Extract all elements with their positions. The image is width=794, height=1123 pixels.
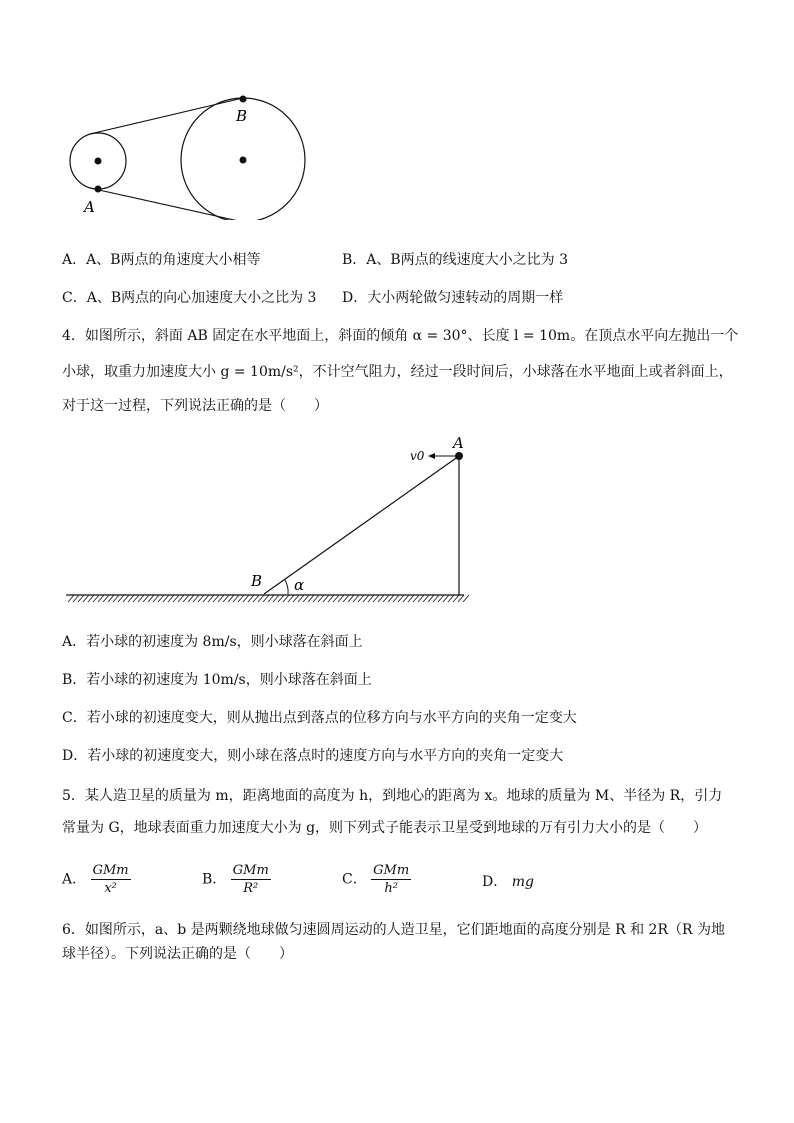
hatch-mark [343,595,349,602]
ground-hatching [68,595,469,602]
hatch-mark [418,595,424,602]
label-v0: v0 [410,449,425,463]
fraction-denominator: R² [243,881,259,896]
hatch-mark [293,595,299,602]
label-b: B [236,107,248,125]
q5-option-a [62,862,131,897]
q3-option-b: B．A、B两点的线速度大小之比为 3 [342,252,569,268]
point-b [240,96,247,103]
hatch-mark [348,595,354,602]
hatch-mark [333,595,339,602]
q3-option-d: D．大小两轮做匀速转动的周期一样 [342,290,564,306]
hatch-mark [243,595,249,602]
large-wheel-center [240,157,247,164]
hatch-mark [238,595,244,602]
hatch-mark [228,595,234,602]
hatch-mark [353,595,359,602]
pulley-figure [60,90,320,220]
hatch-mark [273,595,279,602]
hatch-mark [153,595,159,602]
q5-option-c-fraction [371,862,411,897]
hatch-mark [98,595,104,602]
q5-option-d-prefix: D． [482,874,508,890]
hatch-mark [408,595,414,602]
hatch-mark [313,595,319,602]
hatch-mark [428,595,434,602]
hatch-mark [258,595,264,602]
hatch-mark [393,595,399,602]
hatch-mark [303,595,309,602]
q6-stem-line2: 球半径）。下列说法正确的是（ ） [62,946,293,962]
hatch-mark [403,595,409,602]
hatch-mark [328,595,334,602]
fraction-denominator: h² [384,881,398,896]
hatch-mark [413,595,419,602]
hatch-mark [438,595,444,602]
label-alpha: α [294,576,305,594]
q4-option-a: A．若小球的初速度为 8m/s，则小球落在斜面上 [62,634,363,650]
hatch-mark [288,595,294,602]
q5-stem-line1: 5．某人造卫星的质量为 m，距离地面的高度为 h，到地心的距离为 x。地球的质量为 M、半径为 R，引力 [62,788,723,804]
fraction-numerator: GMm [373,863,410,878]
q5-option-b-prefix: B． [202,871,227,888]
hatch-mark [378,595,384,602]
hatch-mark [198,595,204,602]
hatch-mark [283,595,289,602]
q3-option-a: A．A、B两点的角速度大小相等 [62,252,261,268]
hatch-mark [338,595,344,602]
q5-option-b-fraction [231,862,271,897]
q5-option-a-prefix: A． [62,871,87,888]
hatch-mark [248,595,254,602]
hatch-mark [113,595,119,602]
hatch-mark [178,595,184,602]
hatch-mark [253,595,259,602]
hatch-mark [298,595,304,602]
fraction-numerator: GMm [232,863,269,878]
hatch-mark [138,595,144,602]
hatch-mark [383,595,389,602]
hatch-mark [443,595,449,602]
q4-option-d: D．若小球的初速度变大，则小球在落点时的速度方向与水平方向的夹角一定变大 [62,748,564,764]
hatch-mark [398,595,404,602]
fraction-denominator: x² [104,881,117,896]
hatch-mark [193,595,199,602]
hatch-mark [458,595,464,602]
hatch-mark [318,595,324,602]
hatch-mark [163,595,169,602]
hatch-mark [143,595,149,602]
belt-bottom [90,188,243,220]
hatch-mark [423,595,429,602]
hatch-mark [188,595,194,602]
hatch-mark [308,595,314,602]
hatch-mark [448,595,454,602]
hatch-mark [123,595,129,602]
hatch-mark [268,595,274,602]
incline-figure [60,430,480,610]
hatch-mark [158,595,164,602]
label-b: B [251,572,263,590]
hatch-mark [323,595,329,602]
hatch-mark [103,595,109,602]
hatch-mark [78,595,84,602]
hatch-mark [363,595,369,602]
hatch-mark [173,595,179,602]
q5-option-a-fraction [91,862,131,897]
hatch-mark [278,595,284,602]
hatch-mark [208,595,214,602]
arrow-head-icon [428,453,435,459]
label-a: A [453,434,464,452]
hatch-mark [388,595,394,602]
q4-stem-line1: 4．如图所示，斜面 AB 固定在水平地面上，斜面的倾角 α = 30°、长度 l = 10m。在顶点水平向左抛出一个 [62,328,739,344]
hatch-mark [203,595,209,602]
q3-option-c: C．A、B两点的向心加速度大小之比为 3 [62,290,317,306]
hatch-mark [368,595,374,602]
hatch-mark [213,595,219,602]
fraction-numerator: GMm [92,863,129,878]
hatch-mark [218,595,224,602]
q5-option-d [482,872,534,892]
hatch-mark [148,595,154,602]
q5-option-d-expr: mg [511,874,534,890]
hatch-mark [358,595,364,602]
hatch-mark [453,595,459,602]
hatch-mark [88,595,94,602]
hatch-mark [373,595,379,602]
belt-top [90,98,243,134]
q4-stem-line2: 小球，取重力加速度大小 g = 10m/s²，不计空气阻力，经过一段时间后，小球落在水平地面上或者斜面上， [62,364,733,380]
small-wheel-center [95,158,102,165]
q6-stem-line1: 6．如图所示，a、b 是两颗绕地球做匀速圆周运动的人造卫星，它们距地面的高度分别是 R 和 2R（R 为地 [62,922,725,938]
angle-arc [285,580,288,594]
hatch-mark [233,595,239,602]
hatch-mark [133,595,139,602]
label-a: A [84,198,95,216]
hatch-mark [93,595,99,602]
hatch-mark [73,595,79,602]
q4-stem-line3: 对于这一过程，下列说法正确的是（ ） [62,398,328,414]
q5-option-c-prefix: C． [342,871,367,888]
hatch-mark [68,595,74,602]
hatch-mark [118,595,124,602]
q4-option-b: B．若小球的初速度为 10m/s，则小球落在斜面上 [62,672,372,688]
hatch-mark [108,595,114,602]
ball-icon [455,452,463,460]
hatch-mark [263,595,269,602]
point-a [95,186,102,193]
q5-option-c [342,862,411,897]
incline-surface [264,456,459,594]
hatch-mark [168,595,174,602]
q4-option-c: C．若小球的初速度变大，则从抛出点到落点的位移方向与水平方向的夹角一定变大 [62,710,577,726]
hatch-mark [83,595,89,602]
q5-option-b [202,862,271,897]
hatch-mark [128,595,134,602]
hatch-mark [183,595,189,602]
q5-stem-line2: 常量为 G，地球表面重力加速度大小为 g，则下列式子能表示卫星受到地球的万有引力大小的是（ ） [62,820,708,836]
hatch-mark [433,595,439,602]
hatch-mark [463,595,469,602]
hatch-mark [223,595,229,602]
